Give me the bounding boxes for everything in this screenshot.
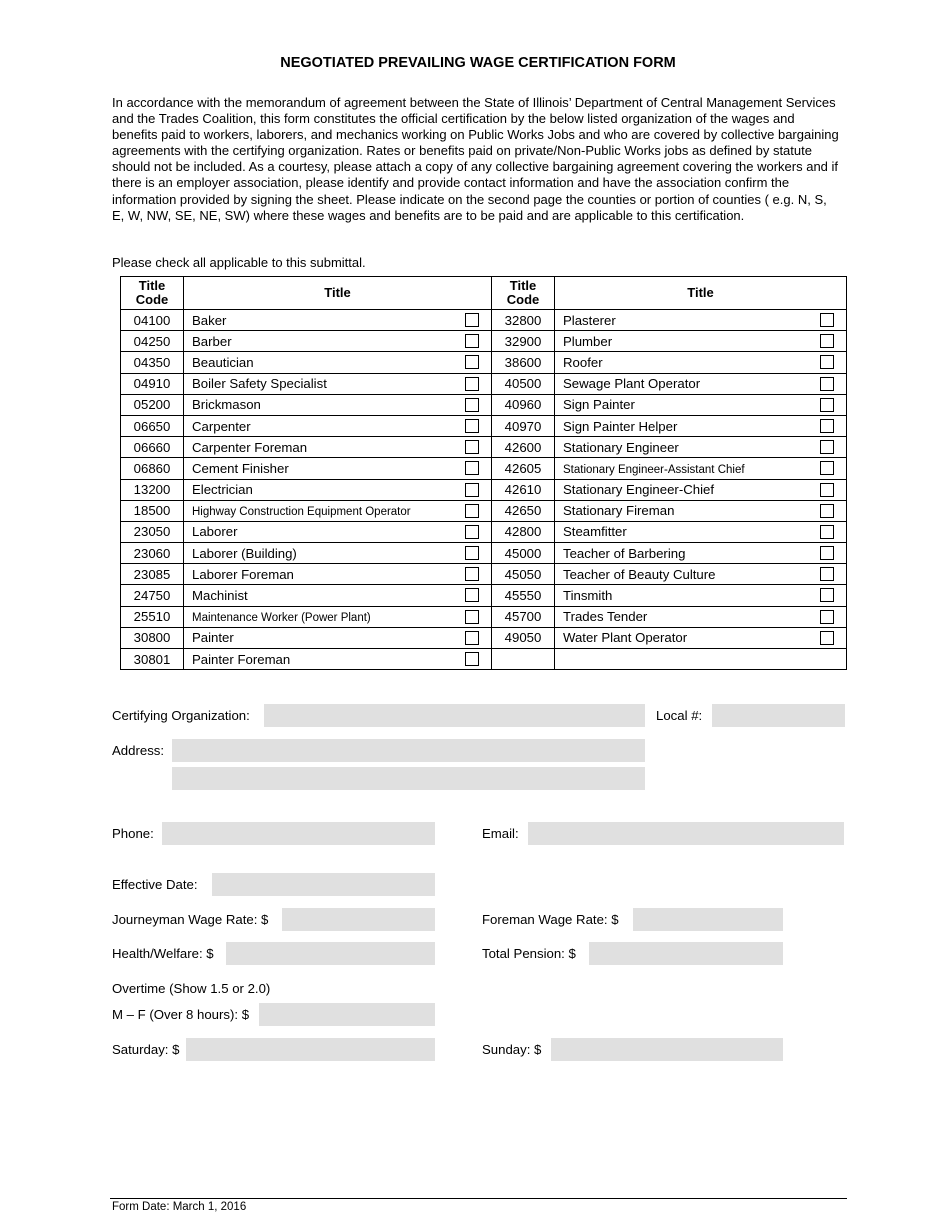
table-row — [121, 310, 847, 331]
local-number-label: Local #: — [656, 708, 703, 723]
saturday-field[interactable] — [186, 1038, 435, 1061]
title-cell — [184, 437, 492, 458]
title-cell — [555, 521, 847, 542]
table-row — [121, 521, 847, 542]
title-cell — [555, 606, 847, 627]
title-text: Stationary Fireman — [563, 503, 675, 519]
title-checkbox[interactable] — [820, 546, 834, 560]
title-code-cell: 32900 — [492, 331, 555, 352]
title-code-cell: 38600 — [492, 352, 555, 373]
title-cell — [555, 543, 847, 564]
overtime-mf-label: M – F (Over 8 hours): $ — [112, 1007, 250, 1022]
title-text: Sign Painter Helper — [563, 418, 678, 434]
title-code-cell: 04350 — [121, 352, 184, 373]
header-title-left: Title — [184, 277, 492, 310]
address-label: Address: — [112, 743, 165, 758]
title-checkbox[interactable] — [465, 461, 479, 475]
title-checkbox[interactable] — [465, 546, 479, 560]
title-text: Steamfitter — [563, 524, 627, 540]
title-cell — [555, 479, 847, 500]
title-code-cell: 45550 — [492, 585, 555, 606]
title-code-cell: 18500 — [121, 500, 184, 521]
title-checkbox[interactable] — [820, 525, 834, 539]
sunday-field[interactable] — [551, 1038, 783, 1061]
title-cell — [555, 649, 847, 670]
title-checkbox[interactable] — [820, 440, 834, 454]
title-cell — [184, 415, 492, 436]
title-text: Water Plant Operator — [563, 630, 688, 646]
title-cell — [184, 521, 492, 542]
title-text: Laborer — [192, 524, 238, 540]
title-code-cell: 06650 — [121, 415, 184, 436]
title-checkbox[interactable] — [820, 334, 834, 348]
total-pension-label: Total Pension: $ — [482, 946, 576, 961]
title-code-cell: 06860 — [121, 458, 184, 479]
title-code-table — [120, 276, 847, 670]
title-cell — [555, 352, 847, 373]
title-cell — [184, 373, 492, 394]
title-text: Painter Foreman — [192, 651, 291, 667]
title-checkbox[interactable] — [465, 652, 479, 666]
title-code-cell: 45700 — [492, 606, 555, 627]
title-checkbox[interactable] — [820, 461, 834, 475]
title-code-cell: 04910 — [121, 373, 184, 394]
certifying-organization-label: Certifying Organization: — [112, 708, 250, 723]
title-text: Carpenter — [192, 418, 251, 434]
title-checkbox[interactable] — [820, 483, 834, 497]
title-cell — [184, 585, 492, 606]
form-title: NEGOTIATED PREVAILING WAGE CERTIFICATION FORM — [280, 55, 676, 71]
table-header-row — [121, 277, 847, 310]
title-text: Laborer Foreman — [192, 566, 294, 582]
title-code-cell: 23060 — [121, 543, 184, 564]
table-row — [121, 458, 847, 479]
title-text: Electrician — [192, 482, 253, 498]
title-code-cell: 06660 — [121, 437, 184, 458]
title-cell — [555, 415, 847, 436]
header-title-right: Title — [555, 277, 847, 310]
title-checkbox[interactable] — [820, 567, 834, 581]
title-text: Brickmason — [192, 397, 261, 413]
email-field[interactable] — [528, 822, 844, 845]
journeyman-wage-rate-field[interactable] — [282, 908, 435, 931]
table-row — [121, 373, 847, 394]
title-text: Stationary Engineer-Assistant Chief — [563, 463, 745, 476]
title-text: Plasterer — [563, 312, 616, 328]
title-cell — [184, 543, 492, 564]
form-date: Form Date: March 1, 2016 — [112, 1201, 247, 1213]
title-cell — [184, 500, 492, 521]
title-text: Barber — [192, 333, 232, 349]
title-code-cell: 04100 — [121, 310, 184, 331]
phone-label: Phone: — [112, 826, 154, 841]
title-text: Carpenter Foreman — [192, 439, 308, 455]
title-cell — [184, 310, 492, 331]
title-code-cell: 42650 — [492, 500, 555, 521]
overtime-mf-field[interactable] — [259, 1003, 435, 1026]
title-code-cell: 30801 — [121, 649, 184, 670]
phone-field[interactable] — [162, 822, 435, 845]
title-code-cell: 30800 — [121, 627, 184, 648]
title-text: Stationary Engineer-Chief — [563, 482, 715, 498]
title-cell — [555, 458, 847, 479]
title-checkbox[interactable] — [465, 398, 479, 412]
title-checkbox[interactable] — [465, 313, 479, 327]
table-row — [121, 331, 847, 352]
footer-divider — [110, 1198, 847, 1199]
title-cell — [555, 394, 847, 415]
total-pension-field[interactable] — [589, 942, 783, 965]
title-text: Cement Finisher — [192, 460, 289, 476]
title-checkbox[interactable] — [465, 610, 479, 624]
table-body — [121, 310, 847, 670]
title-checkbox[interactable] — [820, 313, 834, 327]
title-text: Painter — [192, 630, 234, 646]
title-text: Sewage Plant Operator — [563, 376, 701, 392]
table-row — [121, 479, 847, 500]
title-checkbox[interactable] — [820, 631, 834, 645]
title-cell — [555, 373, 847, 394]
title-text: Teacher of Beauty Culture — [563, 566, 716, 582]
title-checkbox[interactable] — [820, 355, 834, 369]
title-checkbox[interactable] — [820, 588, 834, 602]
title-code-cell: 40960 — [492, 394, 555, 415]
title-code-cell: 13200 — [121, 479, 184, 500]
title-text: Boiler Safety Specialist — [192, 376, 327, 392]
title-code-cell: 45050 — [492, 564, 555, 585]
title-checkbox[interactable] — [820, 398, 834, 412]
intro-paragraph: In accordance with the memorandum of agreement between the State of Illinois’ Department of Central Management Services and the Trades Coalition, this form constitutes the official certification by the below listed organization of the wages and benefits paid to workers, laborers, and mechanics working on Public Works Jobs and who are covered by collective bargaining agreements with the certifying organization. Rates or benefits paid on private/Non-Public Works jobs as defined by statute should not be included. As a courtesy, please attach a copy of any collective bargaining agreement covering the workers and if there is an employer association, please identify and provide contact information and have the association confirm the information provided by signing the sheet. Please indicate on the second page the counties or portion of counties ( e.g. N, S, E, W, NW, SE, NE, SW) where these wages and benefits are to be paid and are applicable to this certification. — [112, 95, 839, 223]
table-row — [121, 352, 847, 373]
title-checkbox[interactable] — [465, 504, 479, 518]
title-text: Highway Construction Equipment Operator — [192, 506, 411, 519]
title-checkbox[interactable] — [465, 334, 479, 348]
title-code-cell: 24750 — [121, 585, 184, 606]
title-code-cell: 32800 — [492, 310, 555, 331]
title-text: Tinsmith — [563, 588, 613, 604]
title-text: Plumber — [563, 333, 613, 349]
title-code-cell: 04250 — [121, 331, 184, 352]
title-cell — [555, 627, 847, 648]
foreman-wage-rate-field[interactable] — [633, 908, 783, 931]
title-code-cell: 42800 — [492, 521, 555, 542]
title-code-cell: 40500 — [492, 373, 555, 394]
title-text: Maintenance Worker (Power Plant) — [192, 612, 371, 625]
table-row — [121, 394, 847, 415]
title-checkbox[interactable] — [465, 355, 479, 369]
header-title-code-left: Title Code — [121, 277, 184, 310]
title-checkbox[interactable] — [465, 588, 479, 602]
title-cell — [555, 585, 847, 606]
table-row — [121, 500, 847, 521]
table-row — [121, 564, 847, 585]
saturday-label: Saturday: $ — [112, 1042, 180, 1057]
title-code-cell: 23050 — [121, 521, 184, 542]
title-checkbox[interactable] — [465, 419, 479, 433]
journeyman-wage-rate-label: Journeyman Wage Rate: $ — [112, 912, 269, 927]
title-code-cell: 49050 — [492, 627, 555, 648]
sunday-label: Sunday: $ — [482, 1042, 542, 1057]
title-cell — [184, 479, 492, 500]
title-cell — [184, 331, 492, 352]
title-code-cell: 42605 — [492, 458, 555, 479]
title-cell — [555, 331, 847, 352]
title-cell — [184, 352, 492, 373]
title-text: Beautician — [192, 354, 254, 370]
title-checkbox[interactable] — [820, 377, 834, 391]
title-code-cell — [492, 649, 555, 670]
effective-date-field[interactable] — [212, 873, 435, 896]
title-checkbox[interactable] — [465, 377, 479, 391]
health-welfare-label: Health/Welfare: $ — [112, 946, 214, 961]
title-code-cell: 45000 — [492, 543, 555, 564]
table-row — [121, 437, 847, 458]
title-cell — [184, 458, 492, 479]
title-checkbox[interactable] — [465, 440, 479, 454]
title-cell — [555, 564, 847, 585]
title-checkbox[interactable] — [820, 610, 834, 624]
title-text: Stationary Engineer — [563, 439, 679, 455]
title-cell — [184, 627, 492, 648]
title-text: Baker — [192, 312, 227, 328]
title-text: Laborer (Building) — [192, 545, 297, 561]
title-cell — [184, 564, 492, 585]
title-cell — [184, 394, 492, 415]
title-text: Teacher of Barbering — [563, 545, 686, 561]
title-cell — [184, 649, 492, 670]
header-title-code-right: Title Code — [492, 277, 555, 310]
title-cell — [184, 606, 492, 627]
address-line-2-field[interactable] — [172, 767, 645, 790]
title-checkbox[interactable] — [820, 504, 834, 518]
title-checkbox[interactable] — [465, 567, 479, 581]
foreman-wage-rate-label: Foreman Wage Rate: $ — [482, 912, 619, 927]
table-row — [121, 649, 847, 670]
title-checkbox[interactable] — [820, 419, 834, 433]
local-number-field[interactable] — [712, 704, 845, 727]
title-code-cell: 05200 — [121, 394, 184, 415]
effective-date-label: Effective Date: — [112, 877, 198, 892]
title-cell — [555, 500, 847, 521]
title-cell — [555, 437, 847, 458]
table-row — [121, 585, 847, 606]
title-checkbox[interactable] — [465, 483, 479, 497]
health-welfare-field[interactable] — [226, 942, 435, 965]
title-code-cell: 23085 — [121, 564, 184, 585]
title-text: Trades Tender — [563, 609, 648, 625]
title-text: Machinist — [192, 588, 248, 604]
table-row — [121, 543, 847, 564]
address-line-1-field[interactable] — [172, 739, 645, 762]
title-code-cell: 42600 — [492, 437, 555, 458]
table-row — [121, 415, 847, 436]
email-label: Email: — [482, 826, 519, 841]
title-text: Sign Painter — [563, 397, 635, 413]
title-text: Roofer — [563, 354, 603, 370]
title-checkbox[interactable] — [465, 631, 479, 645]
certifying-organization-field[interactable] — [264, 704, 645, 727]
title-code-cell: 25510 — [121, 606, 184, 627]
title-code-cell: 42610 — [492, 479, 555, 500]
overtime-label: Overtime (Show 1.5 or 2.0) — [112, 981, 271, 996]
table-row — [121, 606, 847, 627]
title-code-cell: 40970 — [492, 415, 555, 436]
title-cell — [555, 310, 847, 331]
title-checkbox[interactable] — [465, 525, 479, 539]
table-row — [121, 627, 847, 648]
check-prompt: Please check all applicable to this submittal. — [112, 255, 366, 270]
